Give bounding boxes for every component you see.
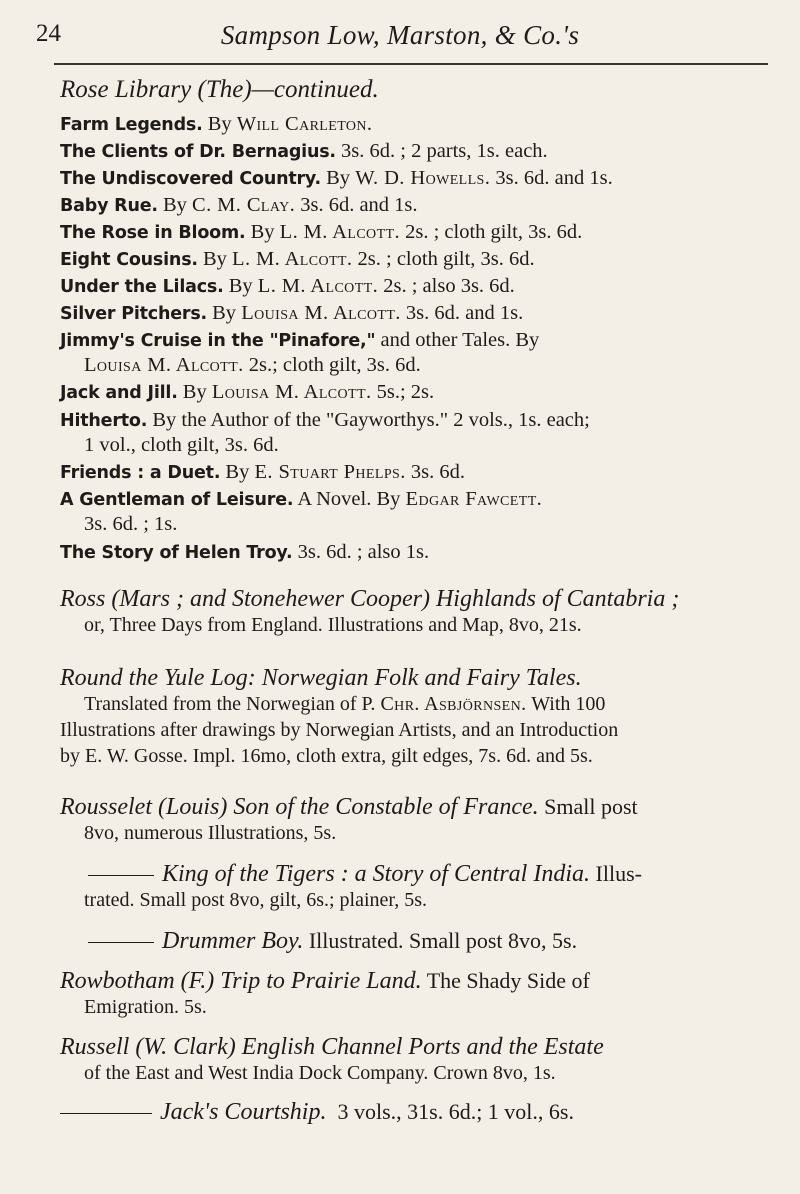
rose-entry: Under the Lilacs. By L. M. Alcott. 2s. ; also 3s. 6d.	[60, 275, 515, 297]
rose-entry: Jimmy's Cruise in the "Pinafore," and other Tales. By Louisa M. Alcott. 2s.; cloth gilt, 3s. 6d.	[60, 329, 540, 376]
page-number: 24	[36, 20, 61, 47]
rose-entry: The Rose in Bloom. By L. M. Alcott. 2s. ; cloth gilt, 3s. 6d.	[60, 221, 583, 243]
rose-entry: Eight Cousins. By L. M. Alcott. 2s. ; cloth gilt, 3s. 6d.	[60, 248, 535, 270]
rose-entry: Hitherto. By the Author of the "Gayworthys." 2 vols., 1s. each; 1 vol., cloth gilt, 3s. 6d.	[60, 409, 590, 456]
rose-entry: Farm Legends. By Will Carleton.	[60, 113, 373, 135]
catalogue-entry-rowbotham: Rowbotham (F.) Trip to Prairie Land. The Shady Side of Emigration. 5s.	[60, 968, 590, 1018]
catalogue-entry-russell-courtship: Jack's Courtship. 3 vols., 31s. 6d.; 1 vol., 6s.	[60, 1099, 775, 1125]
rose-entry: Silver Pitchers. By Louisa M. Alcott. 3s. 6d. and 1s.	[60, 302, 524, 324]
rose-entry: The Undiscovered Country. By W. D. Howells. 3s. 6d. and 1s.	[60, 167, 613, 189]
rose-entry: Baby Rue. By C. M. Clay. 3s. 6d. and 1s.	[60, 194, 418, 216]
rose-entry: Jack and Jill. By Louisa M. Alcott. 5s.; 2s.	[60, 381, 435, 403]
section-title: Rose Library (The)—continued.	[60, 76, 379, 103]
catalogue-entry-rousselet: Rousselet (Louis) Son of the Constable of France. Small post 8vo, numerous Illustrations, 5s.	[60, 794, 638, 844]
rose-entry: A Gentleman of Leisure. A Novel. By Edgar Fawcett. 3s. 6d. ; 1s.	[60, 488, 543, 535]
ditto-dash	[88, 942, 154, 943]
catalogue-entry-russell: Russell (W. Clark) English Channel Ports and the Estate of the East and West India Dock Company. Crown 8vo, 1s.	[60, 1034, 604, 1084]
ditto-dash	[88, 875, 154, 876]
rose-entry: Friends : a Duet. By E. Stuart Phelps. 3s. 6d.	[60, 461, 465, 483]
catalogue-entry-ross: Ross (Mars ; and Stonehewer Cooper) Highlands of Cantabria ; or, Three Days from England. Illustrations and Map, 8vo, 21s.	[60, 586, 680, 636]
rose-entry: The Clients of Dr. Bernagius. 3s. 6d. ; 2 parts, 1s. each.	[60, 140, 548, 162]
ditto-dash	[60, 1113, 152, 1114]
catalogue-entry-rousselet-tigers: King of the Tigers : a Story of Central India. Illus- trated. Small post 8vo, gilt, 6s.; plainer, 5s.	[84, 861, 642, 911]
header-rule	[54, 63, 768, 65]
catalogue-entry-yule-log: Round the Yule Log: Norwegian Folk and Fairy Tales. Translated from the Norwegian of P. Chr. Asbjörnsen. With 100 Illustrations after drawings by Norwegian Artists, and an Introduction by E. W. Gosse. Impl. 16mo, cloth extra, gilt edges, 7s. 6d. and 5s.	[60, 665, 619, 767]
catalogue-entry-rousselet-drummer: Drummer Boy. Illustrated. Small post 8vo, 5s.	[60, 928, 775, 954]
running-title: Sampson Low, Marston, & Co.'s	[220, 20, 580, 50]
rose-entry: The Story of Helen Troy. 3s. 6d. ; also 1s.	[60, 541, 430, 563]
